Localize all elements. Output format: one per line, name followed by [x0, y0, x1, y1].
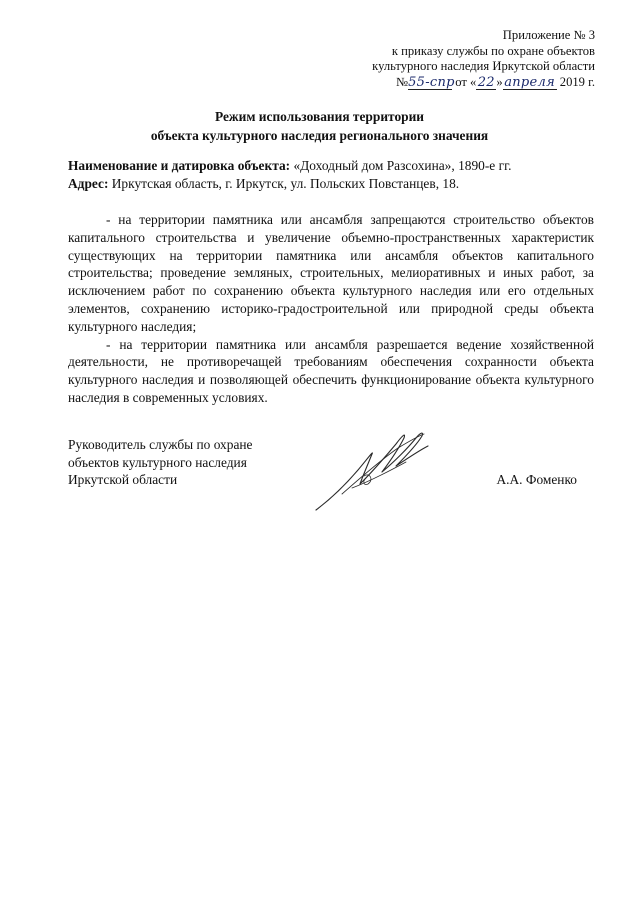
signer-position-line-2: объектов культурного наследия [68, 454, 247, 470]
order-number-value [408, 74, 455, 90]
order-from-label: от « [455, 74, 477, 89]
order-year: 2019 г. [559, 74, 595, 89]
signer-position [68, 436, 253, 489]
object-name-value: «Доходный дом Разсохина», 1890-е гг. [293, 158, 512, 173]
title-line-2: объекта культурного наследия регионального значения [150, 128, 489, 143]
object-address-row [68, 175, 595, 193]
order-number-line [372, 75, 595, 91]
object-name-row [68, 157, 595, 175]
object-address-value: Иркутская область, г. Иркутск, ул. Польских Повстанцев, 18. [111, 176, 460, 191]
order-quote-close: » [496, 74, 503, 89]
appendix-number: Приложение № 3 [502, 28, 595, 42]
signer-position-line-3: Иркутской области [68, 472, 178, 487]
order-day-value [476, 76, 496, 90]
handwritten-signature [312, 424, 432, 516]
order-month-handwritten: апреля [504, 74, 556, 90]
object-address-label: Адрес: [68, 176, 109, 191]
order-month-value [503, 76, 557, 90]
regime-prohibited-paragraph: - на территории памятника или ансамбля запрещаются строительство объектов капитального строительства и увеличение объемно-пространственных характеристик существующих на территории памятника или ансамбля объектов капитального строительства; проведение земляных, строительных, мелиоративных и иных работ, за исключением работ по сохранению объекта культурного наследия или его отдельных элементов, сохранению историко-градостроительной или природной среды объекта культурного наследия; [68, 212, 594, 334]
object-info [68, 157, 595, 193]
document-title [0, 107, 639, 145]
appendix-header [372, 28, 595, 90]
title-line-1: Режим использования территории [214, 109, 425, 124]
signer-position-line-1: Руководитель службы по охране [68, 437, 253, 452]
regime-body [68, 211, 594, 407]
signer-name: А.А. Фоменко [496, 472, 577, 487]
appendix-order-ref: к приказу службы по охране объектов [391, 43, 595, 58]
order-number-handwritten: 55-спр [408, 74, 455, 90]
order-day-handwritten: 22 [477, 74, 495, 90]
appendix-authority: культурного наследия Иркутской области [372, 59, 595, 73]
order-number-sign: № [396, 74, 409, 89]
object-name-label: Наименование и датировка объекта: [68, 158, 291, 173]
regime-permitted-paragraph: - на территории памятника или ансамбля разрешается ведение хозяйственной деятельности, не противоречащей требованиям обеспечения сохранности объекта культурного наследия и позволяющей обеспечить функционирование объекта культурного наследия в современных условиях. [68, 336, 594, 405]
